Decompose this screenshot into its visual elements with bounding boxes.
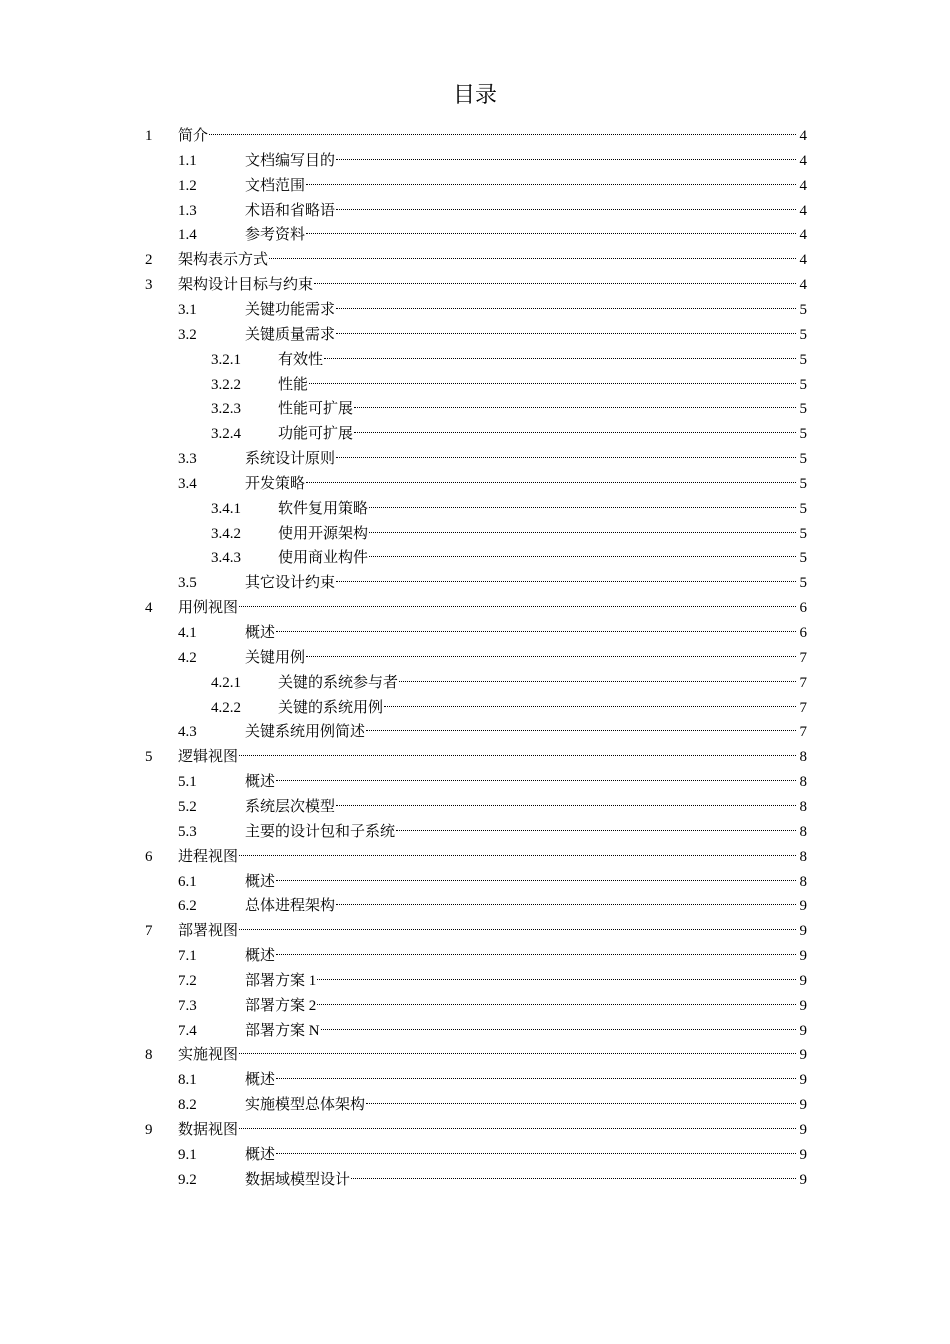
toc-entry-page: 5	[799, 401, 807, 418]
toc-dot-leader	[369, 507, 796, 508]
toc-entry-page: 9	[799, 1122, 807, 1138]
toc-entry-number: 2	[145, 252, 153, 269]
toc-entry[interactable]	[178, 821, 807, 843]
toc-entry-page: 5	[799, 475, 807, 492]
toc-entry-page: 9	[799, 1146, 807, 1163]
toc-dot-leader	[336, 904, 796, 905]
toc-entry-title: 关键的系统参与者	[278, 674, 399, 691]
toc-entry[interactable]	[178, 1094, 807, 1116]
toc-entry-title: 关键功能需求	[245, 301, 336, 318]
toc-entry[interactable]	[178, 448, 807, 470]
toc-entry-title: 部署方案 2	[245, 997, 317, 1014]
toc-entry-title: 逻辑视图	[178, 749, 239, 766]
toc-entry-title: 关键用例	[245, 649, 306, 666]
toc-entry-page: 9	[799, 997, 807, 1014]
toc-entry-page: 4	[799, 277, 807, 294]
toc-entry[interactable]	[211, 374, 807, 396]
toc-entry[interactable]	[178, 175, 807, 197]
toc-dot-leader	[239, 929, 796, 930]
toc-entry-title: 软件复用策略	[278, 500, 369, 517]
toc-entry-number: 5.1	[178, 774, 197, 791]
toc-entry-page: 4	[799, 152, 807, 169]
toc-dot-leader	[354, 432, 796, 433]
toc-entry-page: 9	[799, 1022, 807, 1039]
toc-entry[interactable]	[145, 249, 807, 271]
toc-entry[interactable]	[145, 125, 807, 147]
toc-entry-page: 9	[799, 1171, 807, 1188]
toc-entry-title: 概述	[245, 774, 276, 791]
toc-entry-title: 有效性	[278, 351, 324, 368]
toc-entry-title: 数据域模型设计	[245, 1171, 351, 1188]
toc-entry-number: 8.1	[178, 1072, 197, 1089]
toc-entry-number: 6	[145, 848, 153, 865]
toc-dot-leader	[369, 532, 796, 533]
toc-entry-page: 4	[799, 202, 807, 219]
toc-dot-leader	[276, 1153, 796, 1154]
toc-entry-number: 3.3	[178, 451, 197, 468]
toc-entry-page: 4	[799, 227, 807, 244]
toc-entry-title: 架构表示方式	[178, 252, 269, 269]
toc-entry-page: 9	[799, 898, 807, 915]
toc-entry-title: 性能可扩展	[278, 401, 354, 418]
toc-dot-leader	[314, 283, 796, 284]
toc-entry-number: 9.2	[178, 1171, 197, 1188]
toc-entry-number: 4.2.2	[211, 699, 241, 716]
toc-entry[interactable]	[178, 572, 807, 594]
toc-entry-number: 8.2	[178, 1097, 197, 1114]
toc-dot-leader	[276, 880, 796, 881]
toc-entry-page: 9	[799, 1072, 807, 1089]
toc-entry-page: 6	[799, 625, 807, 641]
toc-entry-page: 5	[799, 500, 807, 517]
toc-dot-leader	[309, 383, 796, 384]
toc-entry-page: 8	[799, 774, 807, 791]
toc-entry-number: 3.5	[178, 575, 197, 592]
toc-entry[interactable]	[178, 871, 807, 893]
toc-entry[interactable]	[178, 945, 807, 967]
toc-entry-number: 3.2	[178, 326, 197, 343]
toc-entry-page: 8	[799, 823, 807, 840]
toc-entry-number: 4.3	[178, 724, 197, 741]
toc-dot-leader	[276, 631, 796, 632]
toc-entry[interactable]	[178, 796, 807, 818]
toc-dot-leader	[336, 159, 796, 160]
toc-dot-leader	[239, 606, 796, 607]
toc-entry-number: 4.2	[178, 649, 197, 666]
toc-entry-number: 7.1	[178, 948, 197, 965]
toc-entry-number: 1	[145, 128, 153, 144]
toc-entry[interactable]	[145, 1119, 807, 1141]
toc-entry-number: 1.4	[178, 227, 197, 244]
toc-entry[interactable]	[178, 771, 807, 793]
toc-entry-number: 3.2.2	[211, 376, 241, 393]
toc-entry-title: 进程视图	[178, 848, 239, 865]
toc-entry-number: 4	[145, 600, 153, 617]
toc-entry-page: 9	[799, 948, 807, 965]
toc-dot-leader	[321, 1029, 796, 1030]
toc-entry-number: 3.2.3	[211, 401, 241, 418]
toc-dot-leader	[276, 1078, 796, 1079]
toc-entry-page: 4	[799, 177, 807, 194]
toc-entry[interactable]	[145, 1044, 807, 1066]
toc-entry[interactable]	[178, 473, 807, 495]
toc-entry-title: 术语和省略语	[245, 202, 336, 219]
toc-entry-title: 部署方案 1	[245, 972, 317, 989]
toc-entry-title: 简介	[178, 128, 209, 144]
toc-entry-number: 1.3	[178, 202, 197, 219]
toc-entry-title: 实施模型总体架构	[245, 1097, 366, 1114]
toc-entry-title: 用例视图	[178, 600, 239, 617]
toc-dot-leader	[276, 780, 796, 781]
toc-entry[interactable]	[178, 647, 807, 669]
toc-entry-title: 文档范围	[245, 177, 306, 194]
toc-entry[interactable]	[178, 721, 807, 743]
toc-entry[interactable]	[178, 1020, 807, 1042]
toc-entry-number: 9	[145, 1122, 153, 1138]
toc-dot-leader	[317, 979, 796, 980]
toc-entry-page: 8	[799, 873, 807, 890]
toc-entry[interactable]	[178, 150, 807, 172]
toc-entry-title: 参考资料	[245, 227, 306, 244]
toc-entry-title: 系统设计原则	[245, 451, 336, 468]
toc-entry-page: 9	[799, 923, 807, 940]
toc-entry-page: 7	[799, 724, 807, 741]
toc-entry[interactable]	[145, 597, 807, 619]
toc-entry-page: 8	[799, 848, 807, 865]
toc-entry-title: 部署视图	[178, 923, 239, 940]
toc-entry-page: 5	[799, 426, 807, 443]
toc-entry-title: 概述	[245, 948, 276, 965]
toc-dot-leader	[384, 706, 796, 707]
toc-dot-leader	[209, 134, 796, 135]
toc-entry-title: 概述	[245, 873, 276, 890]
toc-dot-leader	[306, 656, 796, 657]
toc-entry-title: 数据视图	[178, 1122, 239, 1138]
toc-entry[interactable]	[178, 970, 807, 992]
toc-entry-number: 4.1	[178, 625, 197, 641]
toc-entry-page: 5	[799, 301, 807, 318]
toc-entry-number: 3.4	[178, 475, 197, 492]
toc-entry[interactable]	[211, 547, 807, 569]
toc-entry-number: 8	[145, 1047, 153, 1064]
toc-entry-page: 7	[799, 674, 807, 691]
toc-entry-title: 主要的设计包和子系统	[245, 823, 396, 840]
toc-entry-page: 5	[799, 351, 807, 368]
toc-entry-title: 文档编写目的	[245, 152, 336, 169]
toc-dot-leader	[354, 407, 796, 408]
toc-entry-page: 7	[799, 649, 807, 666]
toc-dot-leader	[366, 730, 796, 731]
toc-dot-leader	[336, 457, 796, 458]
toc-entry[interactable]	[178, 1169, 807, 1191]
toc-entry-number: 6.2	[178, 898, 197, 915]
toc-entry-title: 使用开源架构	[278, 525, 369, 542]
toc-entry-number: 3.4.2	[211, 525, 241, 542]
toc-dot-leader	[336, 209, 796, 210]
toc-entry[interactable]	[211, 697, 807, 719]
toc-dot-leader	[351, 1178, 796, 1179]
toc-dot-leader	[239, 1053, 796, 1054]
toc-entry[interactable]	[178, 324, 807, 346]
toc-entry-number: 3.4.3	[211, 550, 241, 567]
toc-entry-number: 5.3	[178, 823, 197, 840]
toc-entry[interactable]	[178, 1144, 807, 1166]
toc-entry-number: 7.2	[178, 972, 197, 989]
toc-entry-title: 使用商业构件	[278, 550, 369, 567]
toc-dot-leader	[336, 581, 796, 582]
toc-entry[interactable]	[211, 349, 807, 371]
toc-entry-page: 7	[799, 699, 807, 716]
toc-entry-number: 5	[145, 749, 153, 766]
toc-entry-title: 功能可扩展	[278, 426, 354, 443]
toc-entry-page: 5	[799, 326, 807, 343]
toc-entry[interactable]	[145, 846, 807, 868]
toc-dot-leader	[239, 1128, 796, 1129]
toc-dot-leader	[239, 755, 796, 756]
toc-dot-leader	[336, 805, 796, 806]
toc-dot-leader	[336, 308, 796, 309]
toc-entry-page: 9	[799, 1047, 807, 1064]
toc-entry-number: 5.2	[178, 798, 197, 815]
toc-entry-number: 4.2.1	[211, 674, 241, 691]
toc-entry[interactable]	[211, 498, 807, 520]
toc-entry[interactable]	[145, 746, 807, 768]
toc-entry-page: 8	[799, 798, 807, 815]
toc-dot-leader	[306, 482, 796, 483]
toc-entry[interactable]	[178, 895, 807, 917]
toc-entry-number: 3.4.1	[211, 500, 241, 517]
toc-entry-title: 概述	[245, 625, 276, 641]
toc-entry-page: 5	[799, 376, 807, 393]
toc-entry-number: 1.2	[178, 177, 197, 194]
toc-dot-leader	[369, 556, 796, 557]
toc-entry-title: 关键系统用例简述	[245, 724, 366, 741]
toc-entry-number: 6.1	[178, 873, 197, 890]
toc-entry-number: 7.3	[178, 997, 197, 1014]
toc-entry-number: 3.2.1	[211, 351, 241, 368]
toc-entry-page: 4	[799, 252, 807, 269]
toc-entry[interactable]	[178, 1069, 807, 1091]
toc-entry-title: 开发策略	[245, 475, 306, 492]
toc-entry-number: 7	[145, 923, 153, 940]
toc-entry-number: 9.1	[178, 1146, 197, 1163]
toc-dot-leader	[336, 333, 796, 334]
toc-entry-page: 5	[799, 525, 807, 542]
toc-entry-number: 3.1	[178, 301, 197, 318]
toc-dot-leader	[306, 184, 796, 185]
toc-dot-leader	[317, 1004, 796, 1005]
toc-dot-leader	[366, 1103, 796, 1104]
toc-heading: 目录	[452, 82, 497, 107]
toc-entry-title: 部署方案 N	[245, 1022, 320, 1039]
toc-entry-number: 7.4	[178, 1022, 197, 1039]
toc-entry-page: 5	[799, 451, 807, 468]
toc-entry-page: 8	[799, 749, 807, 766]
toc-entry[interactable]	[145, 920, 807, 942]
toc-entry[interactable]	[178, 622, 807, 644]
toc-dot-leader	[306, 233, 796, 234]
toc-dot-leader	[396, 830, 796, 831]
toc-entry[interactable]	[211, 423, 807, 445]
toc-dot-leader	[324, 358, 796, 359]
toc-entry-title: 概述	[245, 1072, 276, 1089]
toc-dot-leader	[269, 258, 796, 259]
toc-entry-number: 1.1	[178, 152, 197, 169]
toc-entry-page: 9	[799, 972, 807, 989]
toc-entry-number: 3	[145, 277, 153, 294]
toc-entry-page: 5	[799, 550, 807, 567]
toc-entry[interactable]	[178, 995, 807, 1017]
toc-entry-page: 5	[799, 575, 807, 592]
toc-entry[interactable]	[178, 200, 807, 222]
toc-entry-title: 其它设计约束	[245, 575, 336, 592]
toc-entry-title: 概述	[245, 1146, 276, 1163]
toc-entry-title: 系统层次模型	[245, 798, 336, 815]
toc-entry[interactable]	[145, 274, 807, 296]
toc-entry-page: 4	[799, 128, 807, 144]
toc-entry[interactable]	[211, 523, 807, 545]
toc-entry-title: 架构设计目标与约束	[178, 277, 314, 294]
toc-entry[interactable]	[178, 299, 807, 321]
toc-entry[interactable]	[211, 672, 807, 694]
toc-entry-title: 关键质量需求	[245, 326, 336, 343]
toc-dot-leader	[399, 681, 796, 682]
toc-entry-title: 总体进程架构	[245, 898, 336, 915]
toc-entry-title: 性能	[278, 376, 309, 393]
toc-dot-leader	[239, 855, 796, 856]
toc-entry[interactable]	[178, 224, 807, 246]
toc-entry-title: 关键的系统用例	[278, 699, 384, 716]
toc-entry[interactable]	[211, 398, 807, 420]
toc-entry-number: 3.2.4	[211, 426, 241, 443]
toc-entry-title: 实施视图	[178, 1047, 239, 1064]
toc-dot-leader	[276, 954, 796, 955]
toc-entry-page: 6	[799, 600, 807, 617]
toc-entry-page: 9	[799, 1097, 807, 1114]
